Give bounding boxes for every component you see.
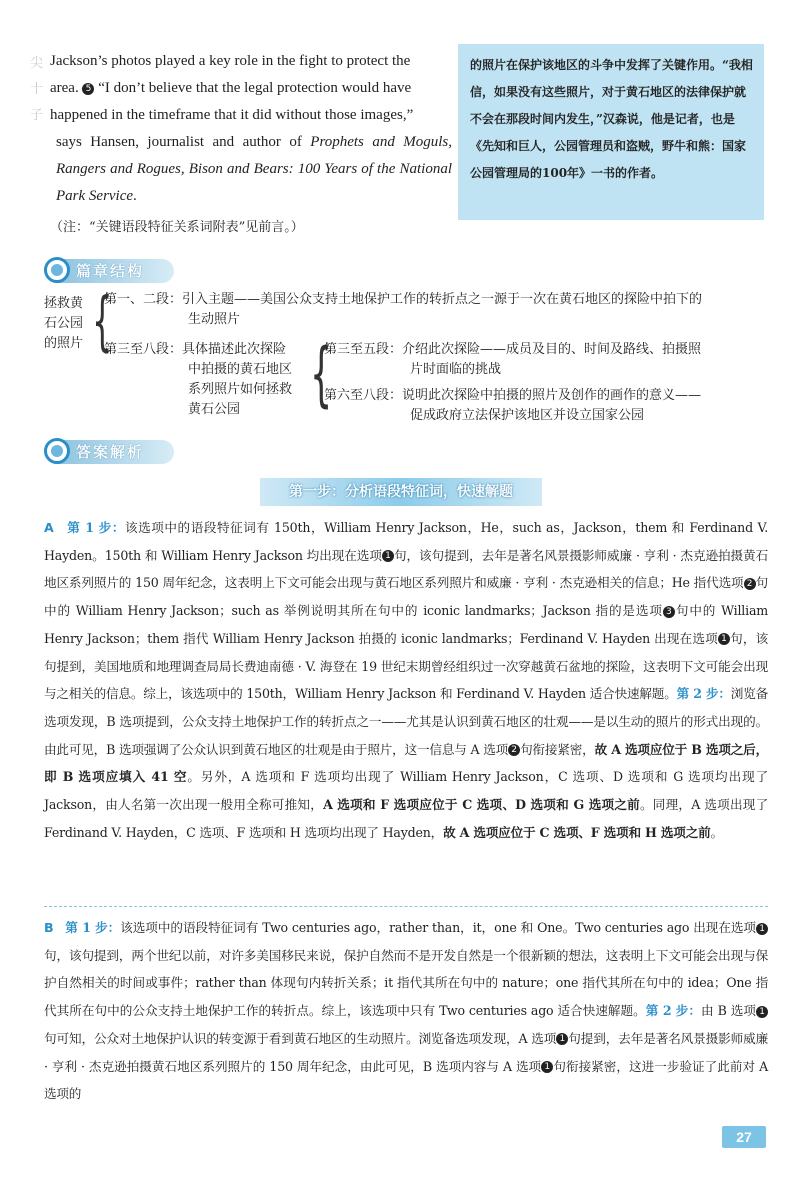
option-label: A bbox=[44, 520, 54, 535]
book-title: Prophets and Moguls, Rangers and Rogues, Bison and Bears: 100 Years of the National Park Service bbox=[56, 134, 452, 204]
bullet-icon bbox=[44, 257, 70, 283]
note: （注：“关键语段特征关系词附表”见前言。） bbox=[50, 220, 304, 235]
brace-icon: { bbox=[310, 333, 333, 415]
english-line: says Hansen, journalist and author of Prophets and Moguls, Rangers and Rogues, Bison and Bears: 100 Years of the National Park Service. bbox=[56, 134, 452, 204]
english-passage bbox=[50, 48, 452, 210]
structure-part2: 第三至八段：具体描述此次探险 中拍摄的黄石地区 系列照片如何拯救 黄石公园 bbox=[104, 342, 293, 417]
structure-root: 拯救黄 石公园 的照片 bbox=[44, 296, 84, 351]
structure-part1: 第一、二段：引入主题——美国公众支持土地保护工作的转折点之一源于一次在黄石地区的探险中拍下的 生动照片 bbox=[104, 292, 703, 327]
divider bbox=[44, 906, 768, 907]
brace-icon: { bbox=[92, 285, 113, 359]
margin-mark: 子 bbox=[30, 107, 44, 122]
translation-box: 的照片在保护该地区的斗争中发挥了关键作用。“我相信，如果没有这些照片，对于黄石地区的法律保护就不会在那段时间内发生，”汉森说，他是记者，也是《先知和巨人，公园管理员和盗贼，野牛和熊：国家公园管理局的100年》一书的作者。 bbox=[458, 44, 764, 220]
option-label: B bbox=[44, 920, 54, 935]
analysis-a: A 第 1 步：该选项中的语段特征词有 150th，William Henry Jackson，He，such as，Jackson，them 和 Ferdinand V. Hayden。150th 和 William Henry Jackson 均出现在选项 1 句，该句提到，去年是著名风景摄影师威廉 · 亨利 · 杰克逊拍摄黄石地区系列照片的 150 周年纪念，这表明上下文可能会出现与黄石地区系列照片和威廉 · 亨利 · 杰克逊相关的信息；He 指代选项 2 句中的 William Henry Jackson；such as 举例说明其所在句中的 iconic landmarks；Jackson 指的是选项 3 句中的 William Henry Jackson；them 指代 William Henry Jackson 拍摄的 iconic landmarks；Ferdinand V. Hayden 出现在选项 1 句，该句提到，美国地质和地理调查局局长费迪南德 · V. 海登在 19 世纪末期曾经组织过一次穿越黄石盆地的探险，这表明下文可能会出现与之相关的信息。综上，该选项中的 150th，William Henry Jackson 和 Ferdinand V. Hayden 适合快速解题。第 2 步：浏览备选项发现，B 选项提到，公众支持土地保护工作的转折点之一——尤其是认识到黄石地区的壮观——是以生动的照片的形式出现的。由此可见，B 选项强调了公众认识到黄石地区的壮观是由于照片，这一信息与 A 选项 2 句衔接紧密，故 A 选项应位于 B 选项之后，即 B 选项应填入 41 空。另外，A 选项和 F 选项均出现了 William Henry Jackson，C 选项、D 选项和 G 选项均出现了 Jackson，由人名第一次出现一般用全称可推知，A 选项和 F 选项应位于 C 选项、D 选项和 G 选项之前。同理，A 选项出现了 Ferdinand V. Hayden，C 选项、F 选项和 H 选项均出现了 Hayden，故 A 选项应位于 C 选项、F 选项和 H 选项之前。 bbox=[44, 520, 769, 840]
page-number: 27 bbox=[722, 1126, 766, 1148]
sentence-marker: 5 bbox=[82, 83, 94, 95]
english-line: happened in the timeframe that it did without those images,” bbox=[50, 107, 414, 123]
margin-mark: 十 bbox=[30, 81, 44, 96]
english-line: area. 5 “I don’t believe that the legal protection would have bbox=[50, 80, 412, 96]
structure-sub1: 第三至五段：介绍此次探险——成员及目的、时间及路线、拍摄照 片时面临的挑战 bbox=[324, 342, 702, 377]
bullet-icon bbox=[44, 438, 70, 464]
section-header-answer: 答案解析 bbox=[44, 439, 174, 465]
structure-sub2: 第六至八段：说明此次探险中拍摄的照片及创作的画作的意义—— 促成政府立法保护该地区并设立国家公园 bbox=[324, 388, 702, 423]
margin-mark: 尖 bbox=[30, 55, 44, 70]
section-header-structure: 篇章结构 bbox=[44, 258, 174, 284]
step-heading: 第一步：分析语段特征词，快速解题 bbox=[260, 478, 542, 506]
english-line: Jackson’s photos played a key role in the fight to protect the bbox=[50, 53, 411, 69]
analysis-b: B 第 1 步：该选项中的语段特征词有 Two centuries ago，rather than，it，one 和 One。Two centuries ago 出现在选项 1句，该句提到，两个世纪以前，对许多美国移民来说，保护自然而不是开发自然是一个很新颖的想法，这表明上下文可能会出现与保护自然相关的时间或事件；rather than 体现句内转折关系；it 指代其所在句中的 nature；one 指代其所在句中的 idea；One 指代其所在句中的公众支持土地保护工作的转折点。综上，该选项中只有 Two centuries ago 适合快速解题。第 2 步：由 B 选项 1句可知，公众对土地保护认识的转变源于看到黄石地区的生动照片。浏览备选项发现，A 选项 1 句提到，去年是著名风景摄影师威廉 · 亨利 · 杰克逊拍摄黄石地区系列照片的 150 周年纪念，由此可见，B 选项内容与 A 选项 1 句衔接紧密，这进一步验证了此前对 A 选项的 bbox=[44, 920, 768, 1102]
